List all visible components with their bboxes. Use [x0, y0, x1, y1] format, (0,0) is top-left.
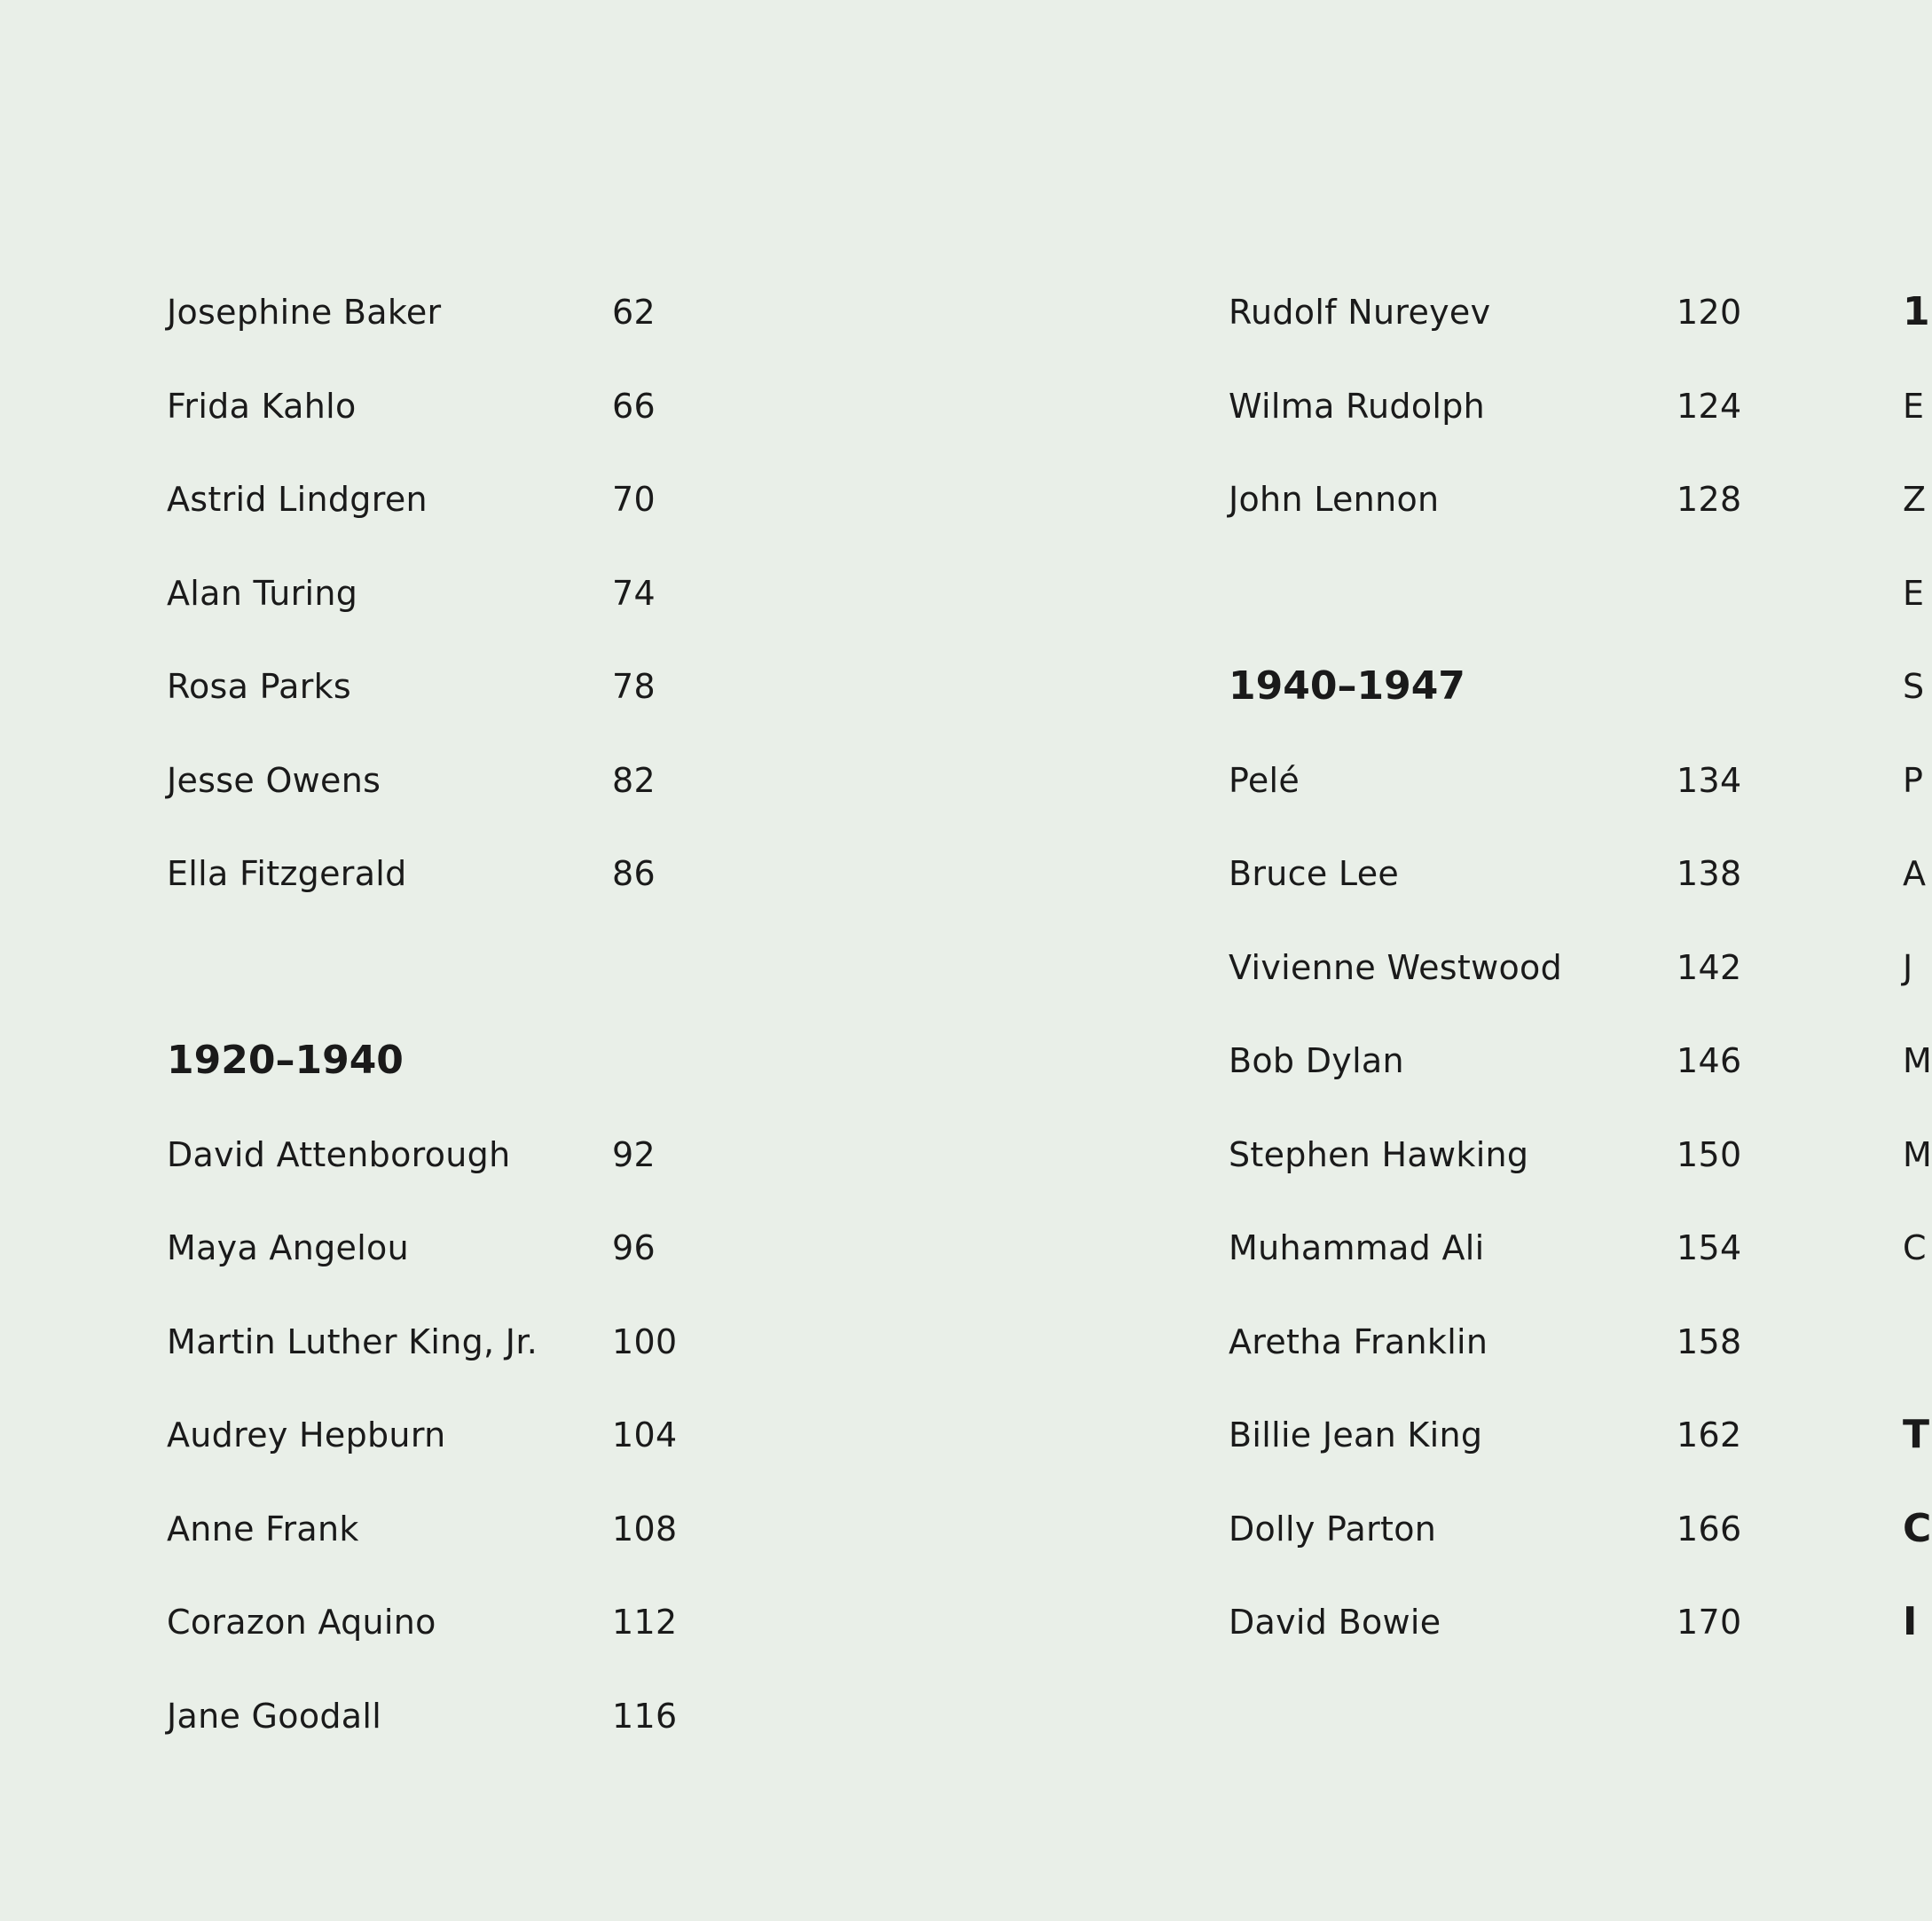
- entry-name: Maya Angelou: [167, 1228, 409, 1267]
- toc-entry[interactable]: [167, 1407, 788, 1501]
- toc-entry[interactable]: [167, 378, 788, 472]
- toc-entry-cut: [1903, 378, 1925, 472]
- entry-page: 134: [1677, 760, 1742, 800]
- section-heading: 1: [1903, 289, 1930, 334]
- entry-page: 162: [1677, 1415, 1742, 1454]
- entry-page: 108: [612, 1509, 678, 1549]
- entry-name: Audrey Hepburn: [167, 1415, 446, 1454]
- entry-name: Martin Luther King, Jr.: [167, 1321, 538, 1361]
- section-gap: [167, 939, 788, 1033]
- entry-page: 62: [612, 293, 656, 332]
- entry-page: 142: [1677, 947, 1742, 987]
- entry-page: 120: [1677, 293, 1742, 332]
- entry-name: E: [1903, 386, 1925, 426]
- toc-entry[interactable]: [167, 1688, 788, 1782]
- contents-column-3-cut: [1903, 284, 1932, 1703]
- entry-name: Z: [1903, 480, 1927, 519]
- entry-page: 166: [1677, 1509, 1742, 1549]
- toc-entry[interactable]: [1229, 378, 1761, 472]
- toc-entry[interactable]: [1229, 845, 1761, 939]
- toc-entry[interactable]: [167, 284, 788, 378]
- toc-entry-cut: [1903, 1126, 1932, 1220]
- toc-entry-cut: [1903, 1032, 1932, 1126]
- entry-name: Corazon Aquino: [167, 1603, 436, 1642]
- toc-entry[interactable]: [1229, 1594, 1761, 1688]
- entry-name: M: [1903, 1134, 1932, 1174]
- entry-name: Rudolf Nureyev: [1229, 293, 1491, 332]
- toc-entry[interactable]: [1229, 1032, 1761, 1126]
- entry-page: 128: [1677, 480, 1742, 519]
- entry-name: M: [1903, 1041, 1932, 1080]
- entry-name: Bob Dylan: [1229, 1041, 1404, 1080]
- section-heading: C: [1903, 1505, 1932, 1551]
- entry-page: 86: [612, 854, 656, 893]
- entry-page: 70: [612, 480, 656, 519]
- entry-name: S: [1903, 667, 1925, 706]
- entry-page: 116: [612, 1696, 678, 1736]
- entry-page: 170: [1677, 1603, 1742, 1642]
- entry-name: C: [1903, 1228, 1927, 1267]
- entry-name: Ella Fitzgerald: [167, 854, 407, 893]
- section-heading: 1940–1947: [1229, 663, 1465, 709]
- toc-entry[interactable]: [167, 1126, 788, 1220]
- entry-page: 74: [612, 573, 656, 613]
- entry-name: Frida Kahlo: [167, 386, 357, 426]
- toc-entry[interactable]: [1229, 1126, 1761, 1220]
- entry-page: 78: [612, 667, 656, 706]
- entry-page: 104: [612, 1415, 678, 1454]
- toc-entry[interactable]: [1229, 1501, 1761, 1595]
- entry-page: 146: [1677, 1041, 1742, 1080]
- toc-entry[interactable]: [1229, 752, 1761, 846]
- entry-name: Josephine Baker: [167, 293, 442, 332]
- section-heading: 1920–1940: [167, 1038, 404, 1083]
- section-heading: I: [1903, 1599, 1918, 1644]
- section-heading: T: [1903, 1412, 1930, 1457]
- entry-name: Rosa Parks: [167, 667, 352, 706]
- entry-name: Pelé: [1229, 760, 1300, 800]
- entry-page: 66: [612, 386, 656, 426]
- entry-page: 112: [612, 1603, 678, 1642]
- entry-name: Aretha Franklin: [1229, 1321, 1488, 1361]
- toc-entry[interactable]: [1229, 939, 1761, 1033]
- toc-entry[interactable]: [167, 471, 788, 565]
- toc-entry-cut: [1903, 1219, 1927, 1313]
- entry-name: David Attenborough: [167, 1134, 511, 1174]
- entry-name: Jane Goodall: [167, 1696, 382, 1736]
- entry-name: Dolly Parton: [1229, 1509, 1437, 1549]
- entry-name: Billie Jean King: [1229, 1415, 1483, 1454]
- entry-name: Alan Turing: [167, 573, 358, 613]
- entry-page: 82: [612, 760, 656, 800]
- toc-entry[interactable]: [167, 565, 788, 659]
- toc-entry[interactable]: [167, 1219, 788, 1313]
- entry-name: Vivienne Westwood: [1229, 947, 1562, 987]
- toc-entry[interactable]: [167, 1501, 788, 1595]
- contents-column-1: [167, 284, 788, 1781]
- toc-entry-cut: [1903, 471, 1927, 565]
- toc-entry[interactable]: [167, 658, 788, 752]
- toc-entry[interactable]: [1229, 471, 1761, 565]
- toc-entry-cut: [1903, 939, 1921, 1033]
- entry-name: Astrid Lindgren: [167, 480, 428, 519]
- toc-entry-cut: [1903, 845, 1927, 939]
- entry-name: Bruce Lee: [1229, 854, 1400, 893]
- toc-entry[interactable]: [1229, 1407, 1761, 1501]
- entry-name: David Bowie: [1229, 1603, 1441, 1642]
- toc-entry[interactable]: [167, 845, 788, 939]
- entry-page: 158: [1677, 1321, 1742, 1361]
- entry-name: Stephen Hawking: [1229, 1134, 1529, 1174]
- entry-page: 100: [612, 1321, 678, 1361]
- entry-page: 92: [612, 1134, 656, 1174]
- entry-name: E: [1903, 573, 1925, 613]
- section-gap: [1229, 565, 1761, 659]
- toc-entry-cut: [1903, 752, 1924, 846]
- toc-entry[interactable]: [1229, 1219, 1761, 1313]
- entry-name: John Lennon: [1229, 480, 1440, 519]
- toc-entry[interactable]: [1229, 1313, 1761, 1407]
- entry-page: 138: [1677, 854, 1742, 893]
- entry-name: A: [1903, 854, 1927, 893]
- entry-name: Muhammad Ali: [1229, 1228, 1485, 1267]
- toc-entry[interactable]: [167, 752, 788, 846]
- entry-name: J: [1903, 947, 1913, 987]
- entry-name: P: [1903, 760, 1924, 800]
- entry-page: 150: [1677, 1134, 1742, 1174]
- toc-entry[interactable]: [167, 1313, 788, 1407]
- entry-page: 154: [1677, 1228, 1742, 1267]
- entry-name: Wilma Rudolph: [1229, 386, 1486, 426]
- entry-name: Anne Frank: [167, 1509, 359, 1549]
- toc-entry-cut: [1903, 658, 1925, 752]
- contents-column-2: [1229, 284, 1761, 1688]
- toc-entry[interactable]: [167, 1594, 788, 1688]
- section-gap: [1903, 1313, 1921, 1407]
- entry-page: 124: [1677, 386, 1742, 426]
- entry-page: 96: [612, 1228, 656, 1267]
- toc-entry[interactable]: [1229, 284, 1761, 378]
- entry-name: Jesse Owens: [167, 760, 381, 800]
- toc-entry-cut: [1903, 565, 1925, 659]
